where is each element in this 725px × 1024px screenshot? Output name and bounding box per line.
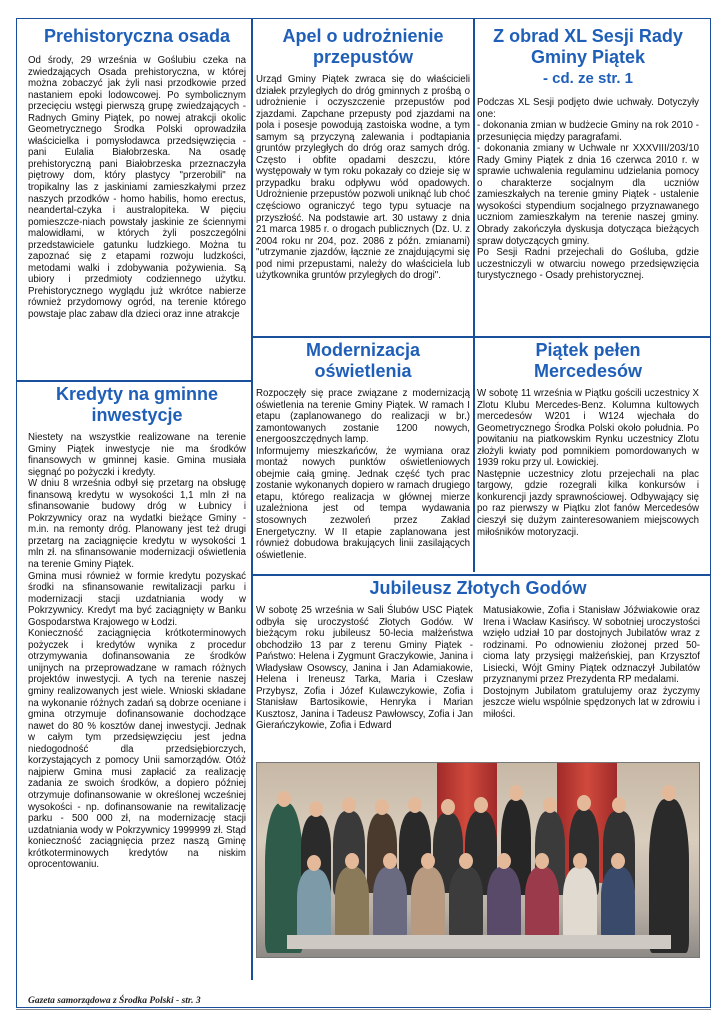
footer-rule — [16, 1009, 711, 1010]
article-loans — [28, 384, 246, 974]
person-figure — [525, 867, 559, 939]
article-title: Modernizacja oświetlenia — [305, 340, 421, 381]
person-head — [543, 797, 557, 813]
article-body: Urząd Gminy Piątek zwraca się do właścicieli działek przyległych do dróg gminnych z prośbą o udrożnienie i oczyszczenie przepustów pod zjazdami. Zapchane przepusty pod zjazdami na pola i posesje powodują zastoiska wodne, a tym samym są przyczyną zalewania i podtapiania gruntów przyległych do dróg oraz samych dróg. Często i obfite opadami deszczu, które występowały w tym roku pokazały co dzieje się w przypadku braku odpływu wód opadowych. Udrożnienie przepustów pozwoli uniknąć lub choć częściowo ograniczyć tego typu sytuacje na przyszłość. Na podstawie art. 30 ustawy z dnia 21 marca 1985 r. o drogach publicznych (Dz. U. z 2004 roku nr 204, poz. 2086 z późn. zmianami) "utrzymanie zjazdów, łącznie ze znajdującymi się pod nimi przepustami, należy do właściciela lub użytkownika gruntów przyległych do drogi". — [256, 74, 470, 282]
article-title: Prehistoryczna osada — [43, 26, 231, 46]
article-title: Jubileusz Złotych Godów — [369, 578, 587, 598]
article-council-session — [477, 26, 699, 336]
person-head — [611, 853, 625, 869]
person-head — [345, 853, 359, 869]
article-title: Kredyty na gminne inwestycje — [55, 384, 219, 425]
chair-row — [287, 935, 671, 949]
person-figure — [449, 867, 483, 939]
person-figure — [487, 867, 521, 939]
person-head — [277, 791, 291, 807]
person-head — [459, 853, 473, 869]
person-figure — [649, 799, 689, 953]
person-head — [408, 797, 422, 813]
article-title: Apel o udrożnienie przepustów — [282, 26, 444, 67]
section-divider — [16, 380, 252, 382]
person-head — [441, 799, 455, 815]
article-body: Niestety na wszystkie realizowane na terenie Gminy Piątek inwestycje nie ma środków finansowych w gminnej kasie. Gmina musiała sięgnąć po pożyczki i kredyty. W dniu 8 września odbył się przetarg na obsługę finansową kredytu w wysokości 1,1 mln zł na sfinansowanie budowy dróg w Łubnicy i Pokrzywnicy oraz na wydatki bieżące Gminy - m.in. na remonty dróg. Planowany jest też drugi przetarg na zaciągnięcie kredytu w wysokości 1 mln zł. na sfinansowanie modernizacji oświetlenia na terenie Gminy Piątek. Gmina musi również w formie kredytu pozyskać środki na sfinansowanie rewitalizacji parku i modernizacji stacji uzdatniania wody w Pokrzywnicy. Kredyt ma być zaciągnięty w Banku Gospodarstwa Krajowego w Łodzi. Konieczność zaciągnięcia krótkoterminowych pożyczek i kredytów wynika z procedur otrzymywania dofinansowania ze środków unijnych na przeprowadzane w ramach różnych projektów inwestycji. A tych na terenie naszej gminy realizowanych jest wiele. Wnioski składane na wykonanie różnych zadań są dobrze oceniane i gmina otrzymuje dofinansowanie dochodzące nawet do 80 % kosztów danej inwestycji. Jednak w całym tym przedsięwzięciu jest jedna niedogodność dla przedsiębiorczych, korzystających z pomocy Unii samorządów. Otóż najpierw Gmina musi zapłacić za realizację zadania ze swoich środków, a dopiero później otrzymuje dofinansowanie w określonej wcześniej wysokości - np. dofinansowanie na rewitalizację parku - 500 000 zł, na modernizację stacji uzdatniania wody w Pokrzywnicy 1999999 zł. Stąd konieczność zaciągnięcia przez naszą Gminę krótkoterminowych kredytów na niskim oprocentowaniu. — [28, 432, 246, 871]
person-head — [307, 855, 321, 871]
person-head — [577, 795, 591, 811]
person-head — [474, 797, 488, 813]
article-title: Piątek pełen Mercedesów — [533, 340, 643, 381]
article-body-right: Matusiakowie, Zofia i Stanisław Jóźwiakowie oraz Irena i Wacław Kasińscy. W sobotniej uroczystości wzięło udział 10 par dostojnych Jubilatów wraz z rodzinami. Po odnowieniu złożonej przed 50-cioma laty przysięgi małżeńskiej, pan Krzysztof Lisiecki, Wójt Gminy Piątek odznaczył Jubilatów przyznanymi przez Prezydenta RP medalami. Dostojnym Jubilatom gratulujemy oraz życzymy jeszcze wielu wspólnie spędzonych lat w zdrowiu i miłości. — [483, 605, 700, 720]
section-divider — [251, 574, 711, 576]
article-lighting-modernization — [256, 340, 470, 572]
article-body-left: W sobotę 25 września w Sali Ślubów USC Piątek odbyła się uroczystość Złotych Godów. W bieżącym roku jubileusz 50-lecia małżeństwa obchodziło 13 par z terenu Gminy Piątek - Państwo: Helena i Zygmunt Graczykowie, Janina i Władysław Osowscy, Janina i Jan Adamiakowie, Helena i Ireneusz Tarka, Maria i Czesław Przybysz, Zofia i Józef Kulawczykowie, Zofia i Stanisław Bartosikowie, Henryka i Marian Kusztosz, Janina i Tadeusz Pawłowscy, Zofia i Jan Gierańczykowie, Zofia i Edward — [256, 605, 473, 732]
person-figure — [335, 867, 369, 939]
article-prehistoric-settlement — [28, 26, 246, 376]
article-body: Rozpoczęły się prace związane z modernizacją oświetlenia na terenie Gminy Piątek. W ramach I etapu (zaplanowanego do realizacji w br.) zamontowanych zostanie 1200 nowych, energooszczędnych lamp. Informujemy mieszkańców, że wymiana oraz montaż nowych punktów oświetleniowych obejmie całą gminę. Jednak część tych prac zostanie wykonanych dopiero w ramach drugiego etapu, którego realizacja w głównej mierze uzależniona jest od tempa wydawania stosownych zezwoleń przez Zakład Energetyczny. W II etapie zaplanowana jest również dobudowa brakujących linii zasilających oświetlenie. — [256, 388, 470, 561]
person-head — [375, 799, 389, 815]
person-head — [497, 853, 511, 869]
page-footer: Gazeta samorządowa z Środka Polski - str. 3 — [28, 996, 201, 1006]
article-mercedes-rally — [477, 340, 699, 572]
column-divider — [251, 18, 253, 980]
person-figure — [601, 867, 635, 939]
section-divider — [251, 336, 711, 338]
person-figure — [373, 867, 407, 939]
person-head — [342, 797, 356, 813]
article-title: Z obrad XL Sesji Rady Gminy Piątek — [493, 26, 683, 67]
person-head — [612, 797, 626, 813]
article-golden-anniversary — [256, 578, 700, 758]
person-figure — [563, 867, 597, 939]
article-body: Podczas XL Sesji podjęto dwie uchwały. Dotyczyły one: - dokonania zmian w budżecie Gminy na rok 2010 - przesunięcia między paragrafami. - dokonania zmiany w Uchwale nr XXXVIII/203/10 Rady Gminy Piątek z dnia 16 czerwca 2010 r. w sprawie uchwalenia regulaminu udzielania pomocy o charakterze socjalnym dla uczniów zamieszkałych na terenie gminy Piątek - ustalenie wysokości stypendium socjalnego przyznawanego uczniom zamieszkałym na terenie naszej gminy. Obrady zakończyła dyskusja dotycząca bieżących spraw dotyczących gminy. Po Sesji Radni przejechali do Gośluba, gdzie uczestniczyli w otwarciu nowego przedsięwzięcia turystycznego - Osady prehistorycznej. — [477, 97, 699, 282]
person-head — [509, 785, 523, 801]
article-body: W sobotę 11 września w Piątku gościli uczestnicy X Zlotu Klubu Mercedes-Benz. Kolumna kultowych mercedesów W201 i W124 wjechała do Geometrycznego Środka Polski około południa. Po powitaniu na piatkowskim Rynku uczestnicy Zlotu złożyli kwiaty pod pomnikiem pomordowanych w 1939 roku przy ul. Łowickiej. Następnie uczestnicy zlotu przejechali na plac targowy, gdzie rozegrali kilka konkursów i konkurencji jazdy sprawnościowej. Odbywający się po raz pierwszy w Piątku zlot fanów Mercedesów cieszył się dużym zainteresowaniem miejscowych miłośników motoryzacji. — [477, 388, 699, 538]
person-head — [309, 801, 323, 817]
person-figure — [411, 867, 445, 939]
article-subtitle: - cd. ze str. 1 — [542, 70, 634, 87]
person-figure — [297, 869, 331, 939]
anniversary-group-photo — [256, 762, 700, 958]
person-head — [535, 853, 549, 869]
person-head — [383, 853, 397, 869]
person-head — [662, 785, 676, 801]
person-head — [421, 853, 435, 869]
column-divider — [473, 18, 475, 572]
article-culvert-appeal — [256, 26, 470, 336]
person-head — [573, 853, 587, 869]
article-body: Od środy, 29 września w Goślubiu czeka na zwiedzających Osada prehistoryczna, w której można zobaczyć jak żyli nasi przodkowie przed nastaniem epoki lodowcowej. Po symbolicznym przecięciu wstęgi pierwszą grupę zwiedzających - Radnych Gminy Piątek, po nowej atrakcji okolic Geometrycznego Środka Polski oprowadziła właścicielka i pomysłodawca przedsięwzięcia - pani Eulalia Białobrzeska. Na osadę prehistoryczną pani Białobrzeska przeznaczyła piętrowy dom, który plastycy "przerobili" na tropikalny las z jaskiniami zamieszkałymi przez naszych przodków - homo habilis, homo erectus, neandertal-czyka i australopiteka. W pięciu pomieszcze-niach powstały jaskinie ze ściennymi malowidłami, w których żyli poszczególni przedstawiciele gatunku ludzkiego. Można tu zapoznać się z etapami rozwoju ludzkości, metodami walki i zdobywania pożywienia. Są ubiory i przedmioty codziennego użytku. Prehistorycznego wyglądu już wkrótce nabierze również przydomowy ogród, na terenie którego powstaje plac zabaw dla dzieci oraz inne atrakcje — [28, 55, 246, 321]
